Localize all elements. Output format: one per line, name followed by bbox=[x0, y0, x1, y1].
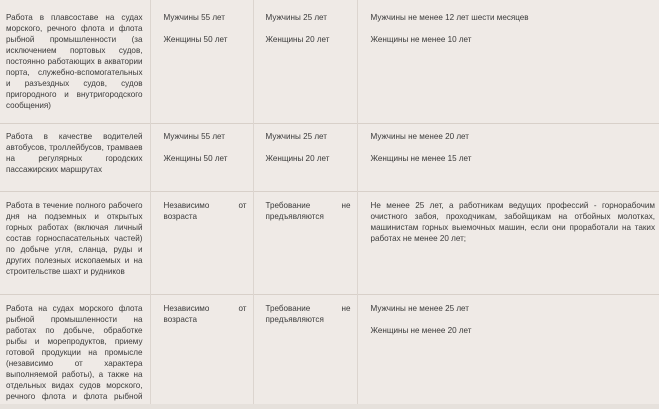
special-experience-men: Мужчины не менее 12 лет шести месяцев bbox=[370, 13, 529, 22]
special-experience-cell bbox=[357, 0, 659, 123]
work-type-text: Работа в качестве водителей автобусов, троллейбусов, трамваев на регулярных городских пассажирских маршрутах bbox=[6, 131, 143, 174]
experience-none: Требование не предъявляются bbox=[265, 200, 351, 221]
table-row bbox=[0, 0, 659, 123]
age-women: Женщины 50 лет bbox=[163, 35, 228, 44]
special-experience-women: Женщины не менее 20 лет bbox=[370, 325, 472, 335]
age-cell bbox=[150, 0, 253, 123]
age-women: Женщины 50 лет bbox=[163, 153, 228, 163]
special-experience-women: Женщины не менее 10 лет bbox=[370, 35, 472, 44]
table-row bbox=[0, 294, 659, 409]
experience-none: Требование не предъявляются bbox=[265, 303, 351, 324]
special-experience-cell bbox=[357, 191, 659, 294]
work-type-text: Работа в плавсоставе на судах морского, речного флота и флота рыбной промышленности (за исключением портовых судов, постоянно работающих в акватории порта, служебно-вспомогательных и разъездных судов, судов пригородного и внутригородского сообщения) bbox=[6, 13, 143, 110]
age-any: Независимо от возраста bbox=[163, 303, 247, 324]
special-experience-women: Женщины не менее 15 лет bbox=[370, 153, 472, 163]
work-type-cell bbox=[0, 294, 150, 409]
experience-men: Мужчины 25 лет bbox=[265, 13, 327, 22]
age-men: Мужчины 55 лет bbox=[163, 131, 225, 141]
table-row bbox=[0, 123, 659, 191]
experience-cell bbox=[253, 191, 357, 294]
work-type-cell bbox=[0, 0, 150, 123]
special-experience-text: Не менее 25 лет, а работникам ведущих профессий - горнорабочим очистного забоя, проходчикам, забойщикам на отбойных молотках, машинистам горных выемочных машин, если они проработали на таких работах не менее 20 лет; bbox=[370, 200, 655, 243]
experience-women: Женщины 20 лет bbox=[265, 153, 330, 163]
work-type-cell bbox=[0, 191, 150, 294]
table-row bbox=[0, 191, 659, 294]
special-experience-cell bbox=[357, 294, 659, 409]
experience-cell bbox=[253, 123, 357, 191]
work-type-text: Работа на судах морского флота рыбной промышленности на работах по добыче, обработке рыбы и морепродуктов, приему готовой продукции на промысле (независимо от характера выполняемой работы), а также на отдельных видах судов морского, речного флота и флота рыбной bbox=[6, 303, 143, 401]
age-men: Мужчины 55 лет bbox=[163, 13, 225, 22]
special-experience-men: Мужчины не менее 20 лет bbox=[370, 131, 469, 141]
age-cell bbox=[150, 294, 253, 409]
experience-cell bbox=[253, 0, 357, 123]
age-any: Независимо от возраста bbox=[163, 200, 247, 221]
experience-cell bbox=[253, 294, 357, 409]
work-type-cell bbox=[0, 123, 150, 191]
special-experience-cell bbox=[357, 123, 659, 191]
work-type-text: Работа в течение полного рабочего дня на подземных и открытых горных работах (включая личный состав горноспасательных частей) по добыче угля, сланца, руды и других полезных ископаемых и на строительстве шахт и рудников bbox=[6, 200, 143, 276]
age-cell bbox=[150, 123, 253, 191]
experience-men: Мужчины 25 лет bbox=[265, 131, 327, 141]
experience-women: Женщины 20 лет bbox=[265, 35, 330, 44]
bottom-strip bbox=[0, 404, 659, 409]
age-cell bbox=[150, 191, 253, 294]
special-experience-men: Мужчины не менее 25 лет bbox=[370, 303, 469, 313]
